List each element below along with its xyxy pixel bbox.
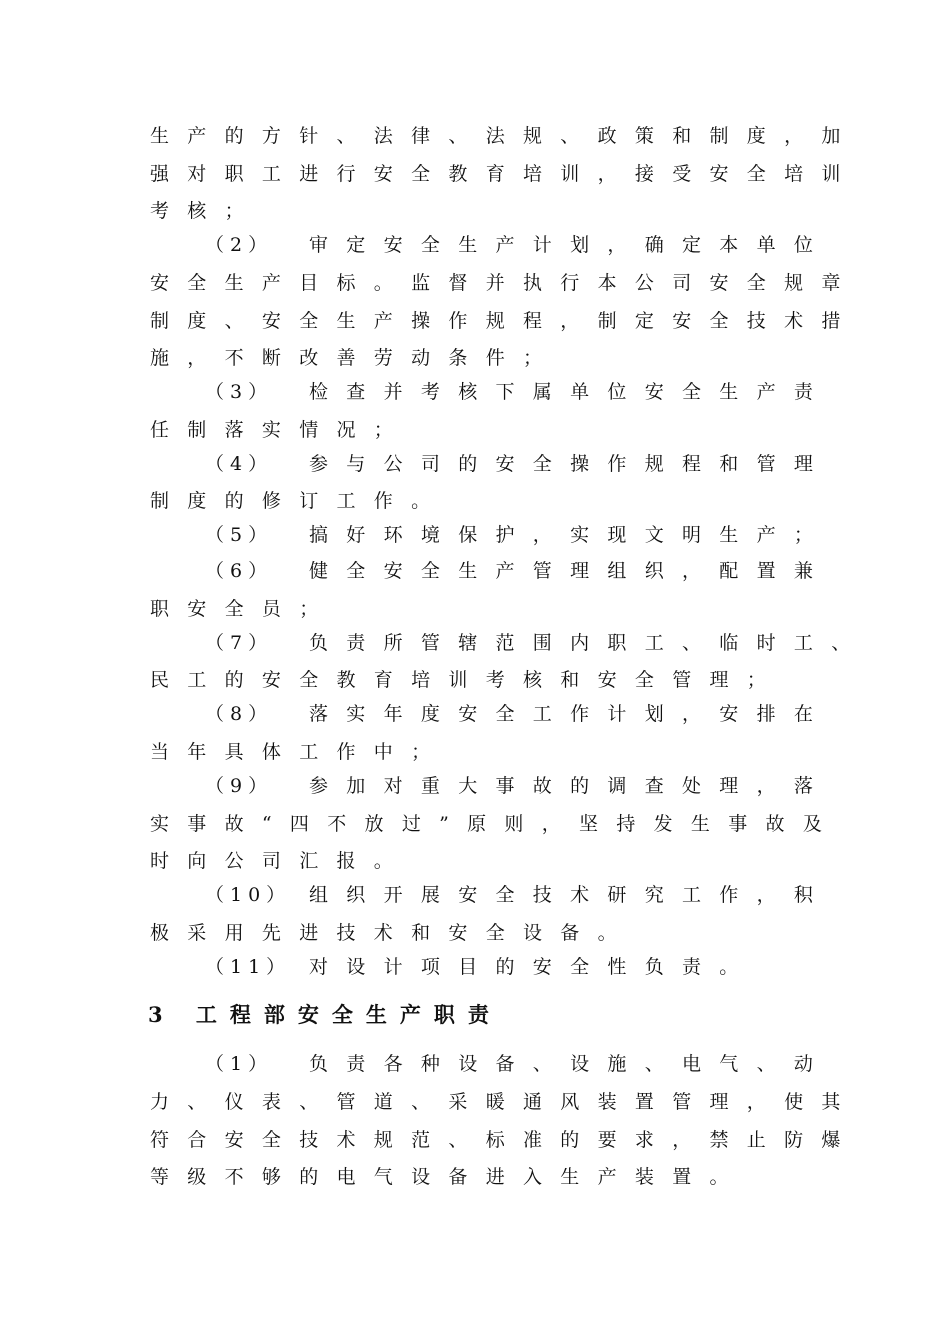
body-line: 强对职工进行安全教育培训，接受安全培训: [150, 163, 859, 185]
body-line: 当年具体工作中；: [150, 741, 449, 763]
list-item: [205, 883, 831, 907]
list-item: [205, 1052, 831, 1076]
list-item: [205, 380, 831, 404]
body-line: 极采用先进技术和安全设备。: [150, 922, 635, 944]
item-text: 负责所管辖范围内职工、临时工、: [309, 632, 869, 654]
body-line: 实事故“四不放过”原则，坚持发生事故及: [150, 813, 841, 835]
body-line: 施，不断改善劳动条件；: [150, 347, 561, 369]
list-item: [205, 523, 831, 547]
item-text: 负责各种设备、设施、电气、动: [309, 1053, 832, 1075]
item-number: （7）: [205, 632, 274, 654]
list-item: [205, 774, 831, 798]
list-item: [205, 233, 831, 257]
body-line: 考核；: [150, 200, 262, 222]
body-line: 安全生产目标。监督并执行本公司安全规章: [150, 272, 859, 294]
item-number: （8）: [205, 703, 274, 725]
item-number: （5）: [205, 524, 274, 546]
item-text: 落实年度安全工作计划，安排在: [309, 703, 832, 725]
list-item: [205, 631, 869, 655]
list-item: [205, 452, 831, 476]
item-number: （10）: [205, 884, 292, 906]
item-text: 参加对重大事故的调查处理，落: [309, 775, 832, 797]
item-text: 检查并考核下属单位安全生产责: [309, 381, 832, 403]
item-text: 对设计项目的安全性负责。: [309, 956, 757, 978]
body-line: 力、仪表、管道、采暖通风装置管理，使其: [150, 1091, 859, 1113]
body-line: 等级不够的电气设备进入生产装置。: [150, 1166, 747, 1188]
list-item: [205, 702, 831, 726]
body-line: 任制落实情况；: [150, 419, 412, 441]
item-number: （1）: [205, 1053, 274, 1075]
item-number: （2）: [205, 234, 274, 256]
list-item: [205, 559, 831, 583]
item-number: （6）: [205, 560, 274, 582]
item-text: 健全安全生产管理组织，配置兼: [309, 560, 832, 582]
item-text: 搞好环境保护，实现文明生产；: [309, 524, 832, 546]
body-line: 符合安全技术规范、标准的要求，禁止防爆: [150, 1129, 859, 1151]
item-text: 组织开展安全技术研究工作，积: [309, 884, 832, 906]
body-line: 生产的方针、法律、法规、政策和制度，加: [150, 125, 859, 147]
body-line: 时向公司汇报。: [150, 850, 412, 872]
section-heading: 3 工程部安全生产职责: [148, 1002, 502, 1027]
body-line: 制度、安全生产操作规程，制定安全技术措: [150, 310, 859, 332]
item-number: （11）: [205, 956, 292, 978]
body-line: 职安全员；: [150, 598, 337, 620]
list-item: [205, 955, 757, 979]
item-text: 审定安全生产计划，确定本单位: [309, 234, 832, 256]
item-number: （3）: [205, 381, 274, 403]
item-number: （4）: [205, 453, 274, 475]
item-number: （9）: [205, 775, 274, 797]
body-line: 制度的修订工作。: [150, 490, 449, 512]
item-text: 参与公司的安全操作规程和管理: [309, 453, 832, 475]
body-line: 民工的安全教育培训考核和安全管理；: [150, 669, 785, 691]
